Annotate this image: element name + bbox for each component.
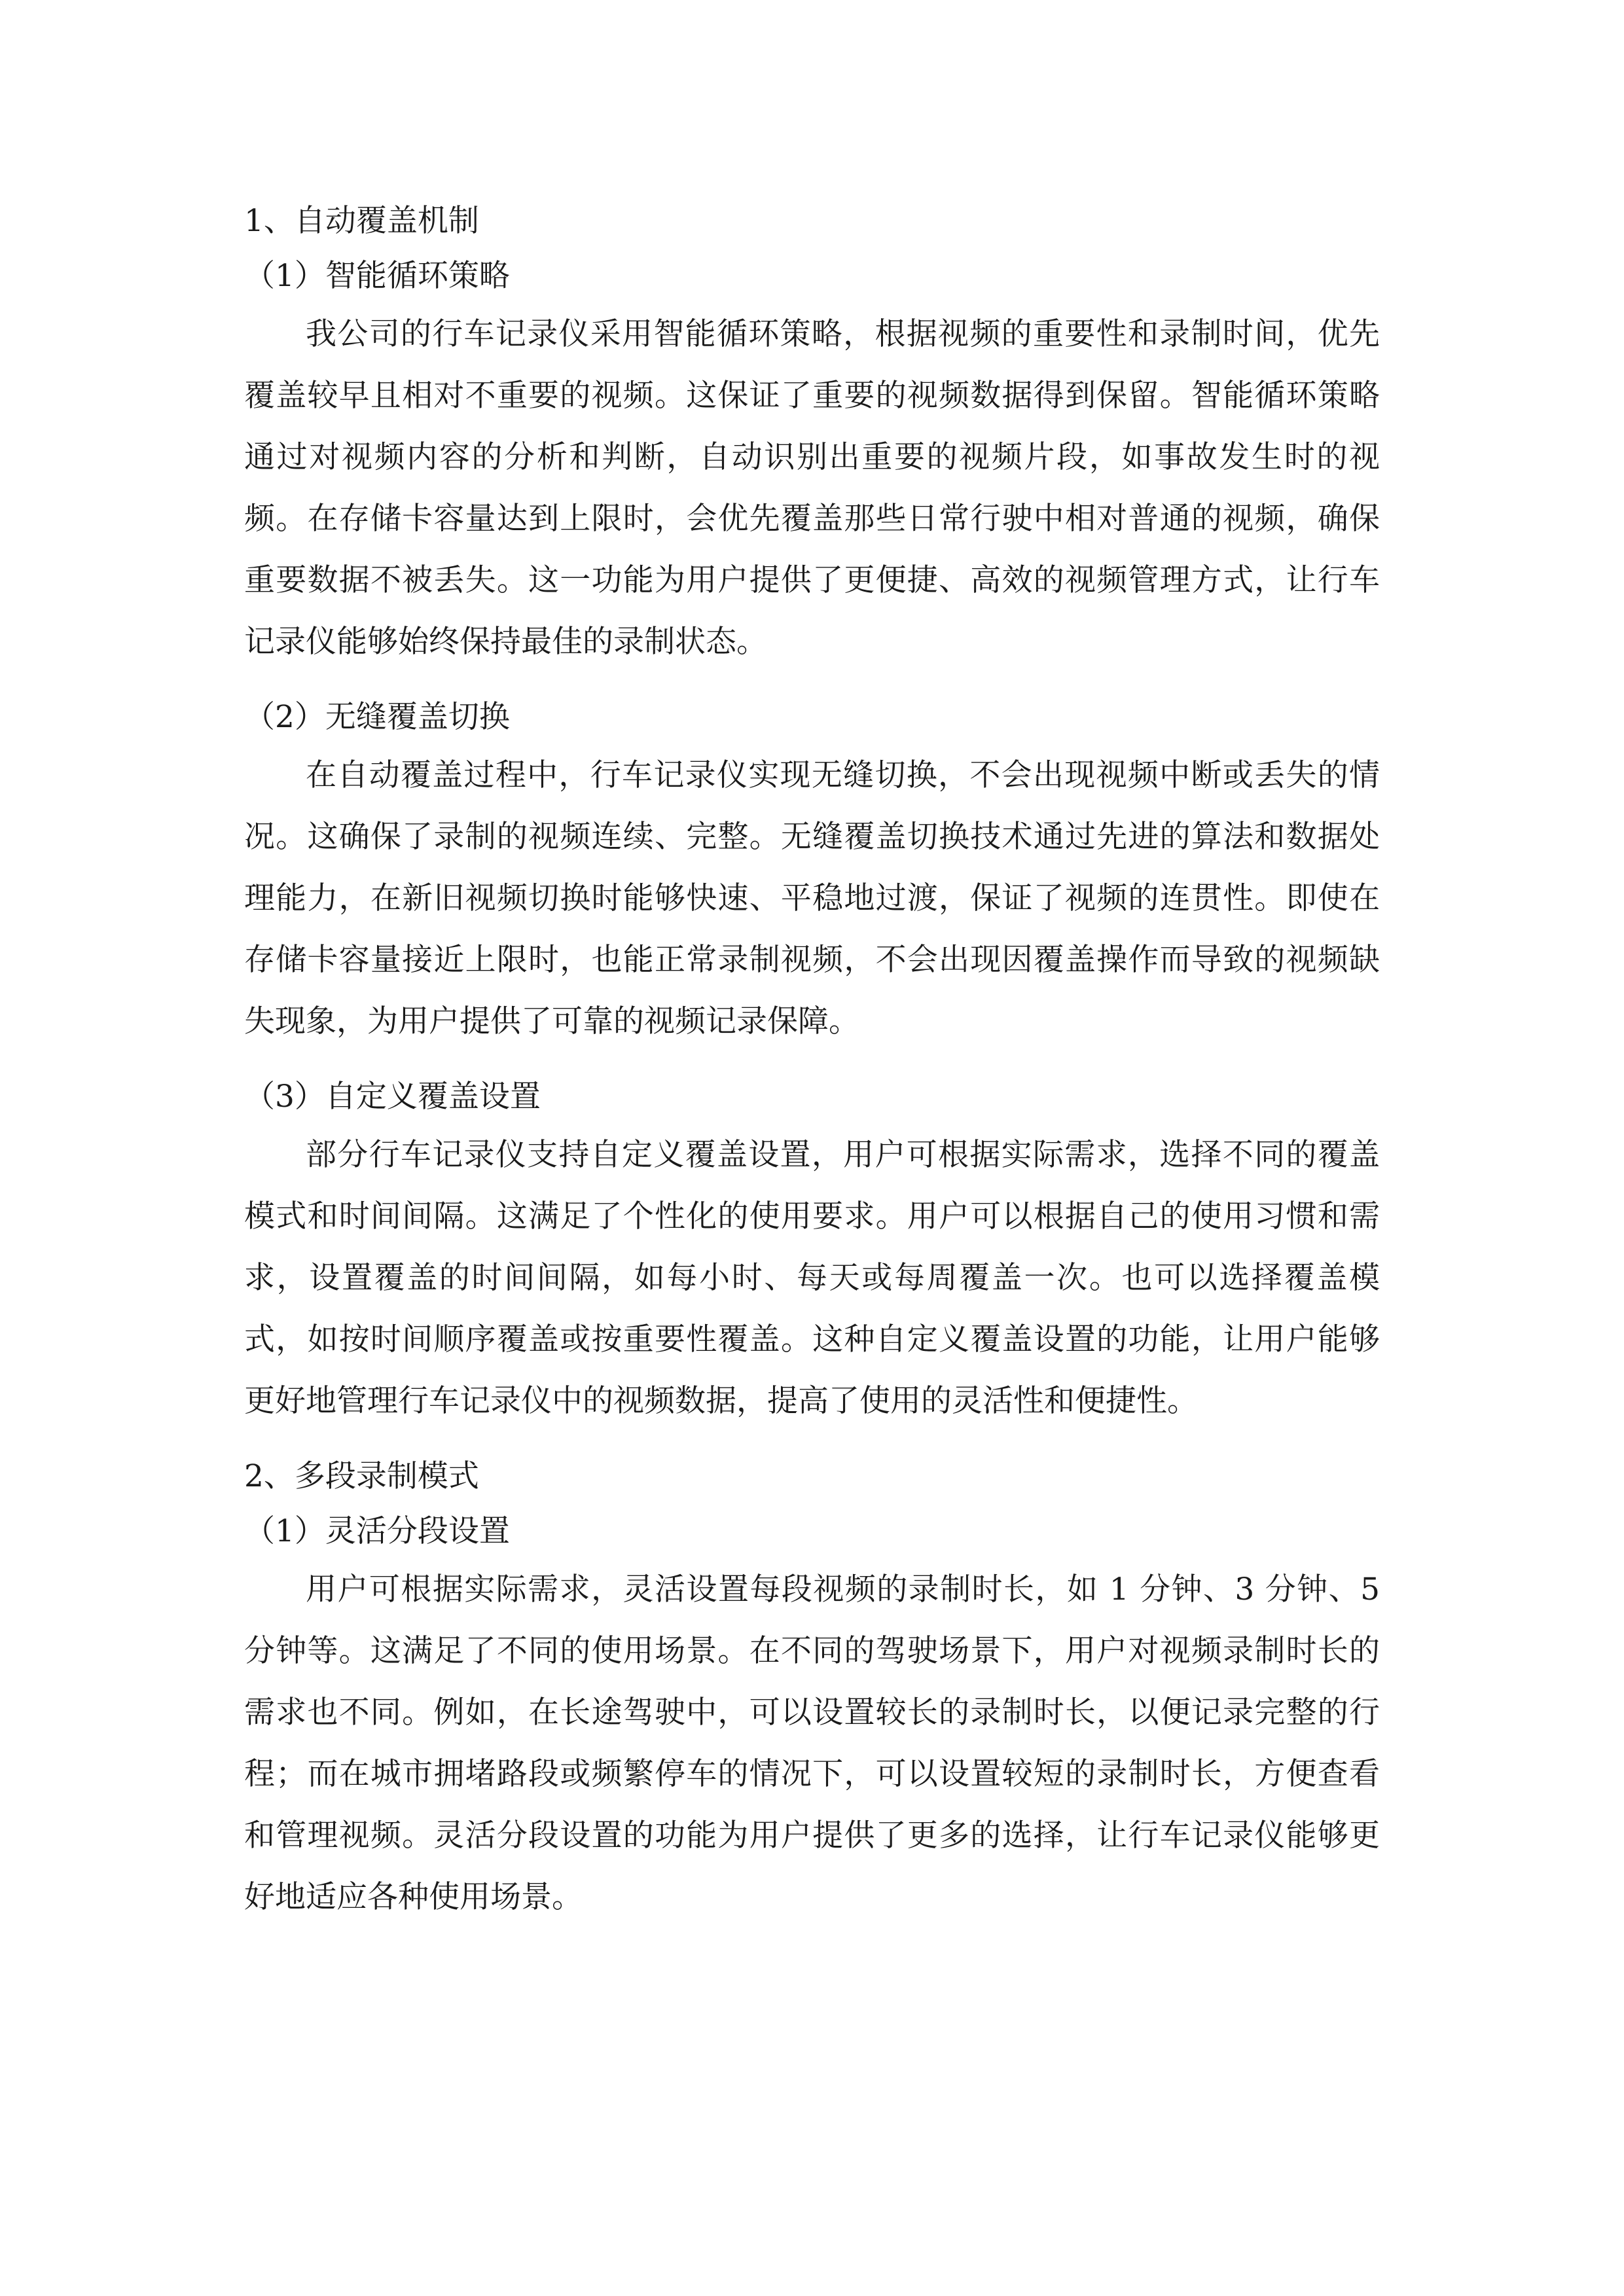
section-heading-auto-overwrite: 1、自动覆盖机制 bbox=[244, 203, 479, 239]
paragraph-flexible-segment: 用户可根据实际需求，灵活设置每段视频的录制时长，如 1 分钟、3 分钟、5 分钟等。这满足了不同的使用场景。在不同的驾驶场景下，用户对视频录制时长的需求也不同。例如，在长途驾驶中，可以设置较长的录制时长，以便记录完整的行程；而在城市拥堵路段或频繁停车的情况下，可以设置较短的录制时长，方便查看和管理视频。灵活分段设置的功能为用户提供了更多的选择，让行车记录仪能够更好地适应各种使用场景。 bbox=[244, 1571, 1380, 1915]
subsection-heading-flexible-segment: （1）灵活分段设置 bbox=[244, 1513, 510, 1549]
document-page bbox=[244, 194, 1380, 1945]
paragraph-seamless-switch: 在自动覆盖过程中，行车记录仪实现无缝切换，不会出现视频中断或丢失的情况。这确保了录制的视频连续、完整。无缝覆盖切换技术通过先进的算法和数据处理能力，在新旧视频切换时能够快速、平稳地过渡，保证了视频的连贯性。即使在存储卡容量接近上限时，也能正常录制视频，不会出现因覆盖操作而导致的视频缺失现象，为用户提供了可靠的视频记录保障。 bbox=[244, 757, 1380, 1039]
paragraph-smart-loop: 我公司的行车记录仪采用智能循环策略，根据视频的重要性和录制时间，优先覆盖较早且相对不重要的视频。这保证了重要的视频数据得到保留。智能循环策略通过对视频内容的分析和判断，自动识别出重要的视频片段，如事故发生时的视频。在存储卡容量达到上限时，会优先覆盖那些日常行驶中相对普通的视频，确保重要数据不被丢失。这一功能为用户提供了更便捷、高效的视频管理方式，让行车记录仪能够始终保持最佳的录制状态。 bbox=[244, 316, 1380, 660]
subsection-heading-seamless-switch: （2）无缝覆盖切换 bbox=[244, 699, 510, 735]
paragraph-custom-overwrite: 部分行车记录仪支持自定义覆盖设置，用户可根据实际需求，选择不同的覆盖模式和时间间隔。这满足了个性化的使用要求。用户可以根据自己的使用习惯和需求，设置覆盖的时间间隔，如每小时、每天或每周覆盖一次。也可以选择覆盖模式，如按时间顺序覆盖或按重要性覆盖。这种自定义覆盖设置的功能，让用户能够更好地管理行车记录仪中的视频数据，提高了使用的灵活性和便捷性。 bbox=[244, 1137, 1380, 1419]
section-heading-multi-segment: 2、多段录制模式 bbox=[244, 1458, 479, 1494]
subsection-heading-smart-loop: （1）智能循环策略 bbox=[244, 258, 510, 294]
subsection-heading-custom-overwrite: （3）自定义覆盖设置 bbox=[244, 1079, 541, 1115]
